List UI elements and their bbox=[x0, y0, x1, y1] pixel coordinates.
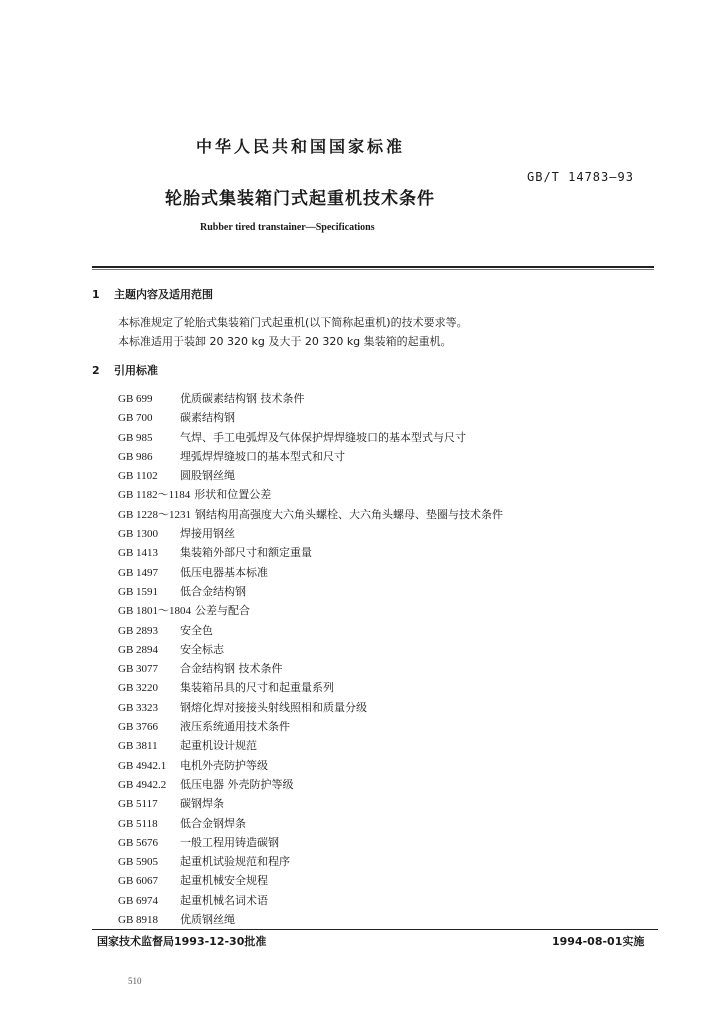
reference-code: GB 1182～1184 bbox=[118, 489, 191, 502]
reference-code: GB 3766 bbox=[118, 721, 159, 734]
reference-item bbox=[118, 660, 503, 679]
reference-code: GB 1228～1231 bbox=[118, 508, 192, 521]
reference-title: 碳钢焊条 bbox=[180, 797, 224, 811]
reference-code: GB 8918 bbox=[118, 914, 159, 927]
section-1-paragraph-1: 本标准规定了轮胎式集装箱门式起重机(以下简称起重机)的技术要求等。 bbox=[118, 316, 468, 329]
reference-code: GB 3077 bbox=[118, 663, 159, 676]
reference-title: 形状和位置公差 bbox=[194, 488, 272, 502]
reference-item bbox=[118, 448, 503, 467]
document-title-cn: 轮胎式集装箱门式起重机技术条件 bbox=[165, 189, 435, 209]
reference-title: 起重机设计规范 bbox=[180, 739, 257, 753]
reference-code: GB 3220 bbox=[118, 682, 159, 695]
reference-title: 起重机械名词术语 bbox=[180, 893, 268, 907]
section-1-number: 1 bbox=[92, 288, 100, 301]
reference-title: 低压电器 外壳防护等级 bbox=[180, 777, 294, 791]
approval-date: 国家技术监督局1993-12-30批准 bbox=[97, 935, 267, 948]
reference-title: 起重机械安全规程 bbox=[180, 874, 268, 888]
footer-divider bbox=[92, 929, 658, 930]
reference-list bbox=[118, 390, 503, 930]
reference-title: 低合金钢焊条 bbox=[180, 816, 246, 830]
header-divider bbox=[92, 266, 654, 268]
section-2-title: 引用标准 bbox=[114, 364, 158, 377]
reference-code: GB 700 bbox=[118, 412, 153, 425]
reference-code: GB 3811 bbox=[118, 740, 158, 753]
reference-item bbox=[118, 506, 503, 525]
reference-code: GB 1801～1804 bbox=[118, 605, 192, 618]
reference-title: 优质碳素结构钢 技术条件 bbox=[180, 392, 305, 405]
reference-code: GB 5905 bbox=[118, 856, 159, 869]
reference-code: GB 699 bbox=[118, 393, 153, 405]
reference-title: 集装箱吊具的尺寸和起重量系列 bbox=[180, 681, 334, 695]
reference-title: 液压系统通用技术条件 bbox=[180, 720, 290, 734]
reference-item bbox=[118, 853, 503, 872]
reference-item bbox=[118, 583, 503, 602]
reference-title: 低压电器基本标准 bbox=[180, 565, 268, 579]
reference-item bbox=[118, 679, 503, 698]
reference-title: 埋弧焊焊缝坡口的基本型式和尺寸 bbox=[180, 449, 345, 463]
reference-code: GB 1497 bbox=[118, 566, 159, 579]
national-standard-heading: 中华人民共和国国家标准 bbox=[196, 137, 406, 156]
reference-code: GB 6067 bbox=[118, 875, 159, 888]
reference-title: 一般工程用铸造碳钢 bbox=[180, 835, 279, 849]
reference-code: GB 5117 bbox=[118, 798, 158, 811]
reference-title: 低合金结构钢 bbox=[180, 584, 246, 598]
reference-item bbox=[118, 718, 503, 737]
reference-item bbox=[118, 525, 503, 544]
document-title-en: Rubber tired transtainer—Specifications bbox=[200, 222, 375, 233]
reference-item bbox=[118, 467, 503, 486]
reference-code: GB 2894 bbox=[118, 643, 159, 656]
reference-item bbox=[118, 429, 503, 448]
reference-item bbox=[118, 544, 503, 563]
reference-title: 焊接用钢丝 bbox=[180, 527, 235, 541]
reference-code: GB 1300 bbox=[118, 528, 159, 541]
reference-item bbox=[118, 776, 503, 795]
reference-code: GB 2893 bbox=[118, 624, 159, 637]
reference-title: 合金结构钢 技术条件 bbox=[180, 662, 283, 676]
reference-item bbox=[118, 795, 503, 814]
reference-item bbox=[118, 486, 503, 505]
section-2-number: 2 bbox=[92, 364, 100, 377]
reference-title: 集装箱外部尺寸和额定重量 bbox=[180, 546, 312, 560]
reference-code: GB 6974 bbox=[118, 894, 159, 907]
page-number: 510 bbox=[128, 976, 142, 986]
reference-item bbox=[118, 834, 503, 853]
header-divider-thin bbox=[92, 269, 654, 270]
reference-title: 优质钢丝绳 bbox=[180, 913, 235, 927]
reference-item bbox=[118, 699, 503, 718]
standard-code: GB/T 14783—93 bbox=[527, 170, 634, 184]
reference-code: GB 5118 bbox=[118, 817, 158, 830]
reference-title: 安全标志 bbox=[180, 642, 224, 656]
reference-title: 钢熔化焊对接接头射线照相和质量分级 bbox=[180, 700, 367, 714]
section-2-heading bbox=[92, 362, 158, 378]
reference-item bbox=[118, 892, 503, 911]
reference-item bbox=[118, 815, 503, 834]
reference-title: 碳素结构钢 bbox=[180, 411, 235, 425]
section-1-title: 主题内容及适用范围 bbox=[114, 288, 213, 301]
reference-title: 起重机试验规范和程序 bbox=[180, 855, 290, 869]
reference-title: 电机外壳防护等级 bbox=[180, 758, 268, 772]
reference-item bbox=[118, 622, 503, 641]
reference-item bbox=[118, 872, 503, 891]
reference-item bbox=[118, 602, 503, 621]
reference-code: GB 3323 bbox=[118, 701, 159, 714]
reference-code: GB 985 bbox=[118, 431, 153, 444]
reference-code: GB 4942.1 bbox=[118, 759, 167, 772]
reference-title: 公差与配合 bbox=[195, 604, 251, 618]
reference-code: GB 1102 bbox=[118, 470, 158, 483]
reference-title: 钢结构用高强度大六角头螺栓、大六角头螺母、垫圈与技术条件 bbox=[195, 507, 504, 521]
section-1-heading bbox=[92, 286, 213, 302]
implementation-date: 1994-08-01实施 bbox=[552, 935, 645, 948]
reference-item bbox=[118, 757, 503, 776]
reference-code: GB 1413 bbox=[118, 547, 159, 560]
reference-item bbox=[118, 737, 503, 756]
reference-item bbox=[118, 911, 503, 930]
section-1-paragraph-2: 本标准适用于装卸 20 320 kg 及大于 20 320 kg 集装箱的起重机。 bbox=[118, 335, 452, 348]
reference-code: GB 1591 bbox=[118, 585, 159, 598]
reference-code: GB 986 bbox=[118, 450, 153, 463]
reference-item bbox=[118, 409, 503, 428]
reference-item bbox=[118, 390, 503, 409]
reference-item bbox=[118, 641, 503, 660]
reference-item bbox=[118, 564, 503, 583]
reference-title: 气焊、手工电弧焊及气体保护焊焊缝坡口的基本型式与尺寸 bbox=[180, 430, 466, 444]
reference-title: 圆股钢丝绳 bbox=[180, 469, 235, 483]
reference-code: GB 5676 bbox=[118, 836, 159, 849]
reference-code: GB 4942.2 bbox=[118, 778, 167, 791]
reference-title: 安全色 bbox=[180, 623, 213, 637]
